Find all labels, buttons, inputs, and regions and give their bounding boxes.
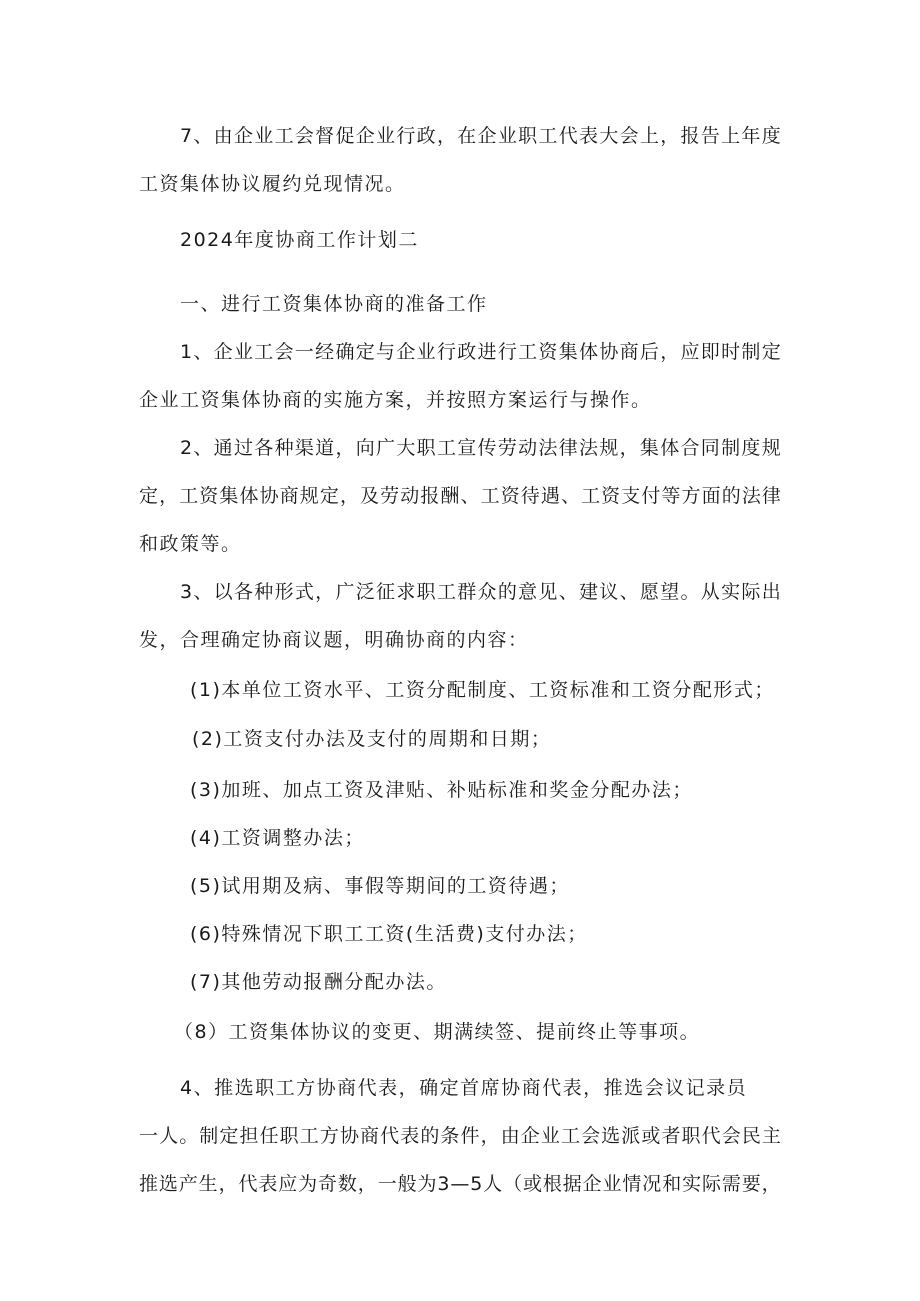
text-line: 工资集体协议履约兑现情况。 xyxy=(139,173,406,195)
text-line: （8）工资集体协议的变更、期满续签、提前终止等事项。 xyxy=(174,1021,701,1043)
text-line: (2)工资支付办法及支付的周期和日期； xyxy=(192,728,552,750)
text-line: 企业工资集体协商的实施方案，并按照方案运行与操作。 xyxy=(139,389,652,411)
text-line: 一、进行工资集体协商的准备工作 xyxy=(180,293,488,315)
text-line: 发，合理确定协商议题，明确协商的内容： xyxy=(139,629,529,651)
text-line: 一 人 。 制 定 担 任 职 工 方 协 商 代 表 的 条 件 ， 由 企 业 工 会 选 派 或 者 职 代 会 民 主 xyxy=(139,1125,781,1147)
text-line: 3 、 以 各 种 形 式 ， 广 泛 征 求 职 工 群 众 的 意 见 、 建 议 、 愿 望 。 从 实 际 出 xyxy=(180,581,781,603)
text-line: 4、推选职工方协商代表，确定首席协商代表，推选会议记录员 xyxy=(180,1077,748,1099)
text-line: 和政策等。 xyxy=(139,533,242,555)
text-line: 2 、 通 过 各 种 渠 道 ， 向 广 大 职 工 宣 传 劳 动 法 律 法 规 ， 集 体 合 同 制 度 规 xyxy=(180,437,781,459)
text-line: (7)其他劳动报酬分配办法。 xyxy=(190,971,447,993)
text-line: 7 、 由 企 业 工 会 督 促 企 业 行 政 ， 在 企 业 职 工 代 表 大 会 上 ， 报 告 上 年 度 xyxy=(180,125,781,147)
text-line: 2024年度协商工作计划二 xyxy=(180,229,419,251)
text-line: (5)试用期及病、事假等期间的工资待遇； xyxy=(190,875,570,897)
text-line: (3)加班、加点工资及津贴、补贴标准和奖金分配办法； xyxy=(190,779,693,801)
text-line: 推 选 产 生 ， 代 表 应 为 奇 数 ， 一 般 为 3 — 5 人 （ 或 根 据 企 业 情 况 和 实 际 需 要 ， xyxy=(139,1173,781,1195)
text-line: (1)本单位工资水平、工资分配制度、工资标准和工资分配形式； xyxy=(190,679,775,701)
text-line: 1 、 企 业 工 会 一 经 确 定 与 企 业 行 政 进 行 工 资 集 体 协 商 后 ， 应 即 时 制 定 xyxy=(180,341,781,363)
text-line: (6)特殊情况下职工工资(生活费)支付办法； xyxy=(190,923,588,945)
text-line: 定 ， 工 资 集 体 协 商 规 定 ， 及 劳 动 报 酬 、 工 资 待 遇 、 工 资 支 付 等 方 面 的 法 律 xyxy=(139,485,781,507)
text-line: (4)工资调整办法； xyxy=(190,827,365,849)
